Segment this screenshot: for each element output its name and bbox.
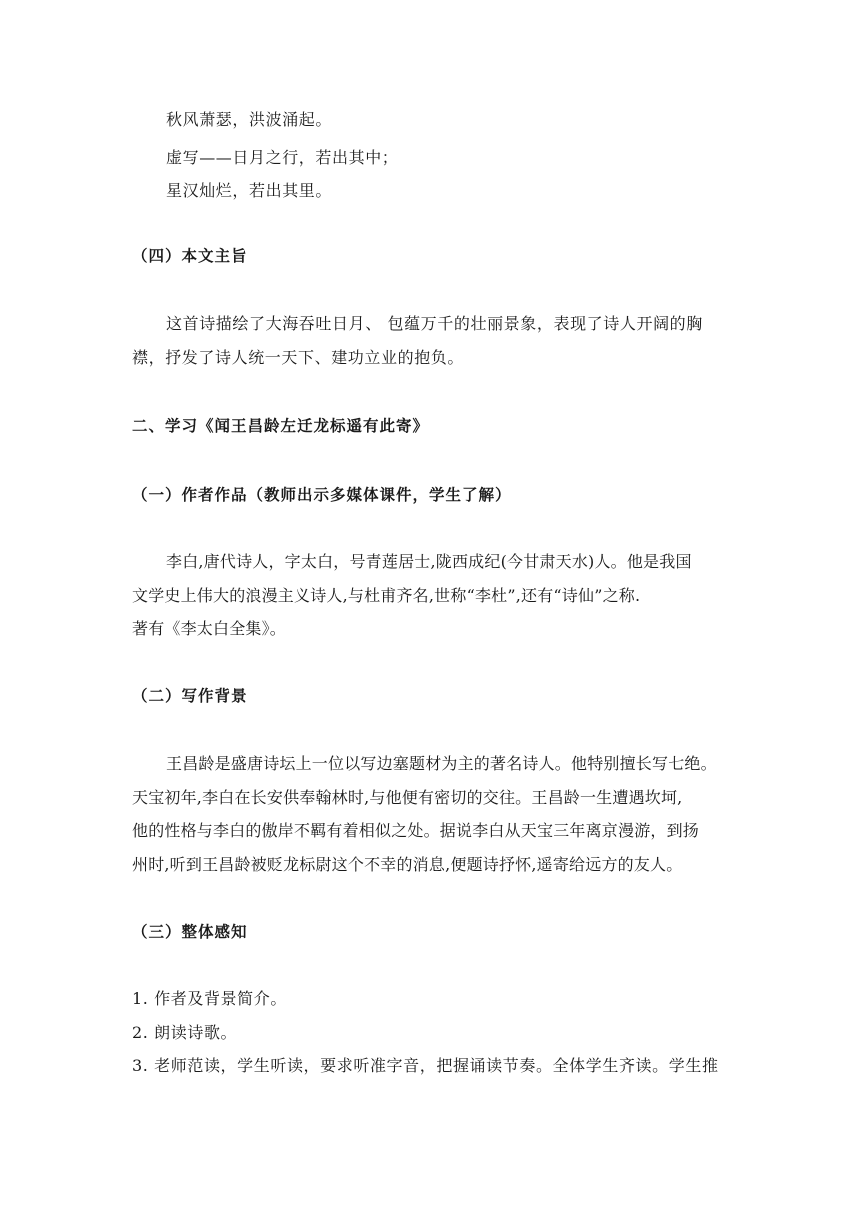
background-line-1: 王昌龄是盛唐诗坛上一位以写边塞题材为主的著名诗人。他特别擅长写七绝。 (166, 754, 717, 773)
author-line-1: 李白,唐代诗人，字太白，号青莲居士,陇西成纪(今甘肃天水)人。他是我国 (166, 552, 692, 571)
theme-paragraph-line-2: 襟，抒发了诗人统一天下、建功立业的抱负。 (132, 348, 465, 367)
background-line-2: 天宝初年,李白在长安供奉翰林时,与他便有密切的交往。王昌龄一生遭遇坎坷, (132, 788, 683, 807)
author-line-2: 文学史上伟大的浪漫主义诗人,与杜甫齐名,世称“李杜”,还有“诗仙”之称. (132, 586, 641, 605)
author-line-3: 著有《李太白全集》。 (132, 619, 287, 638)
background-heading: （二）写作背景 (132, 687, 248, 705)
overview-item-2: 2. 朗读诗歌。 (132, 1023, 238, 1042)
section-4-heading: （四）本文主旨 (132, 247, 248, 265)
overview-heading: （三）整体感知 (132, 923, 248, 941)
poem-line-3: 星汉灿烂，若出其里。 (166, 181, 333, 200)
poem-line-1: 秋风萧瑟，洪波涌起。 (166, 110, 333, 129)
overview-item-3: 3. 老师范读，学生听读，要求听准字音，把握诵读节奏。全体学生齐读。学生推 (132, 1056, 719, 1075)
part-2-heading: 二、学习《闻王昌龄左迁龙标遥有此寄》 (132, 417, 430, 435)
poem-line-2: 虚写——日月之行，若出其中； (166, 148, 399, 167)
overview-item-1: 1. 作者及背景简介。 (132, 989, 287, 1008)
background-line-4: 州时,听到王昌龄被贬龙标尉这个不幸的消息,便题诗抒怀,遥寄给远方的友人。 (132, 855, 683, 874)
background-line-3: 他的性格与李白的傲岸不羁有着相似之处。据说李白从天宝三年离京漫游，到扬 (132, 821, 700, 840)
theme-paragraph-line-1: 这首诗描绘了大海吞吐日月、 包蕴万千的壮丽景象，表现了诗人开阔的胸 (166, 314, 703, 333)
author-heading: （一）作者作品（教师出示多媒体课件，学生了解） (132, 486, 512, 504)
